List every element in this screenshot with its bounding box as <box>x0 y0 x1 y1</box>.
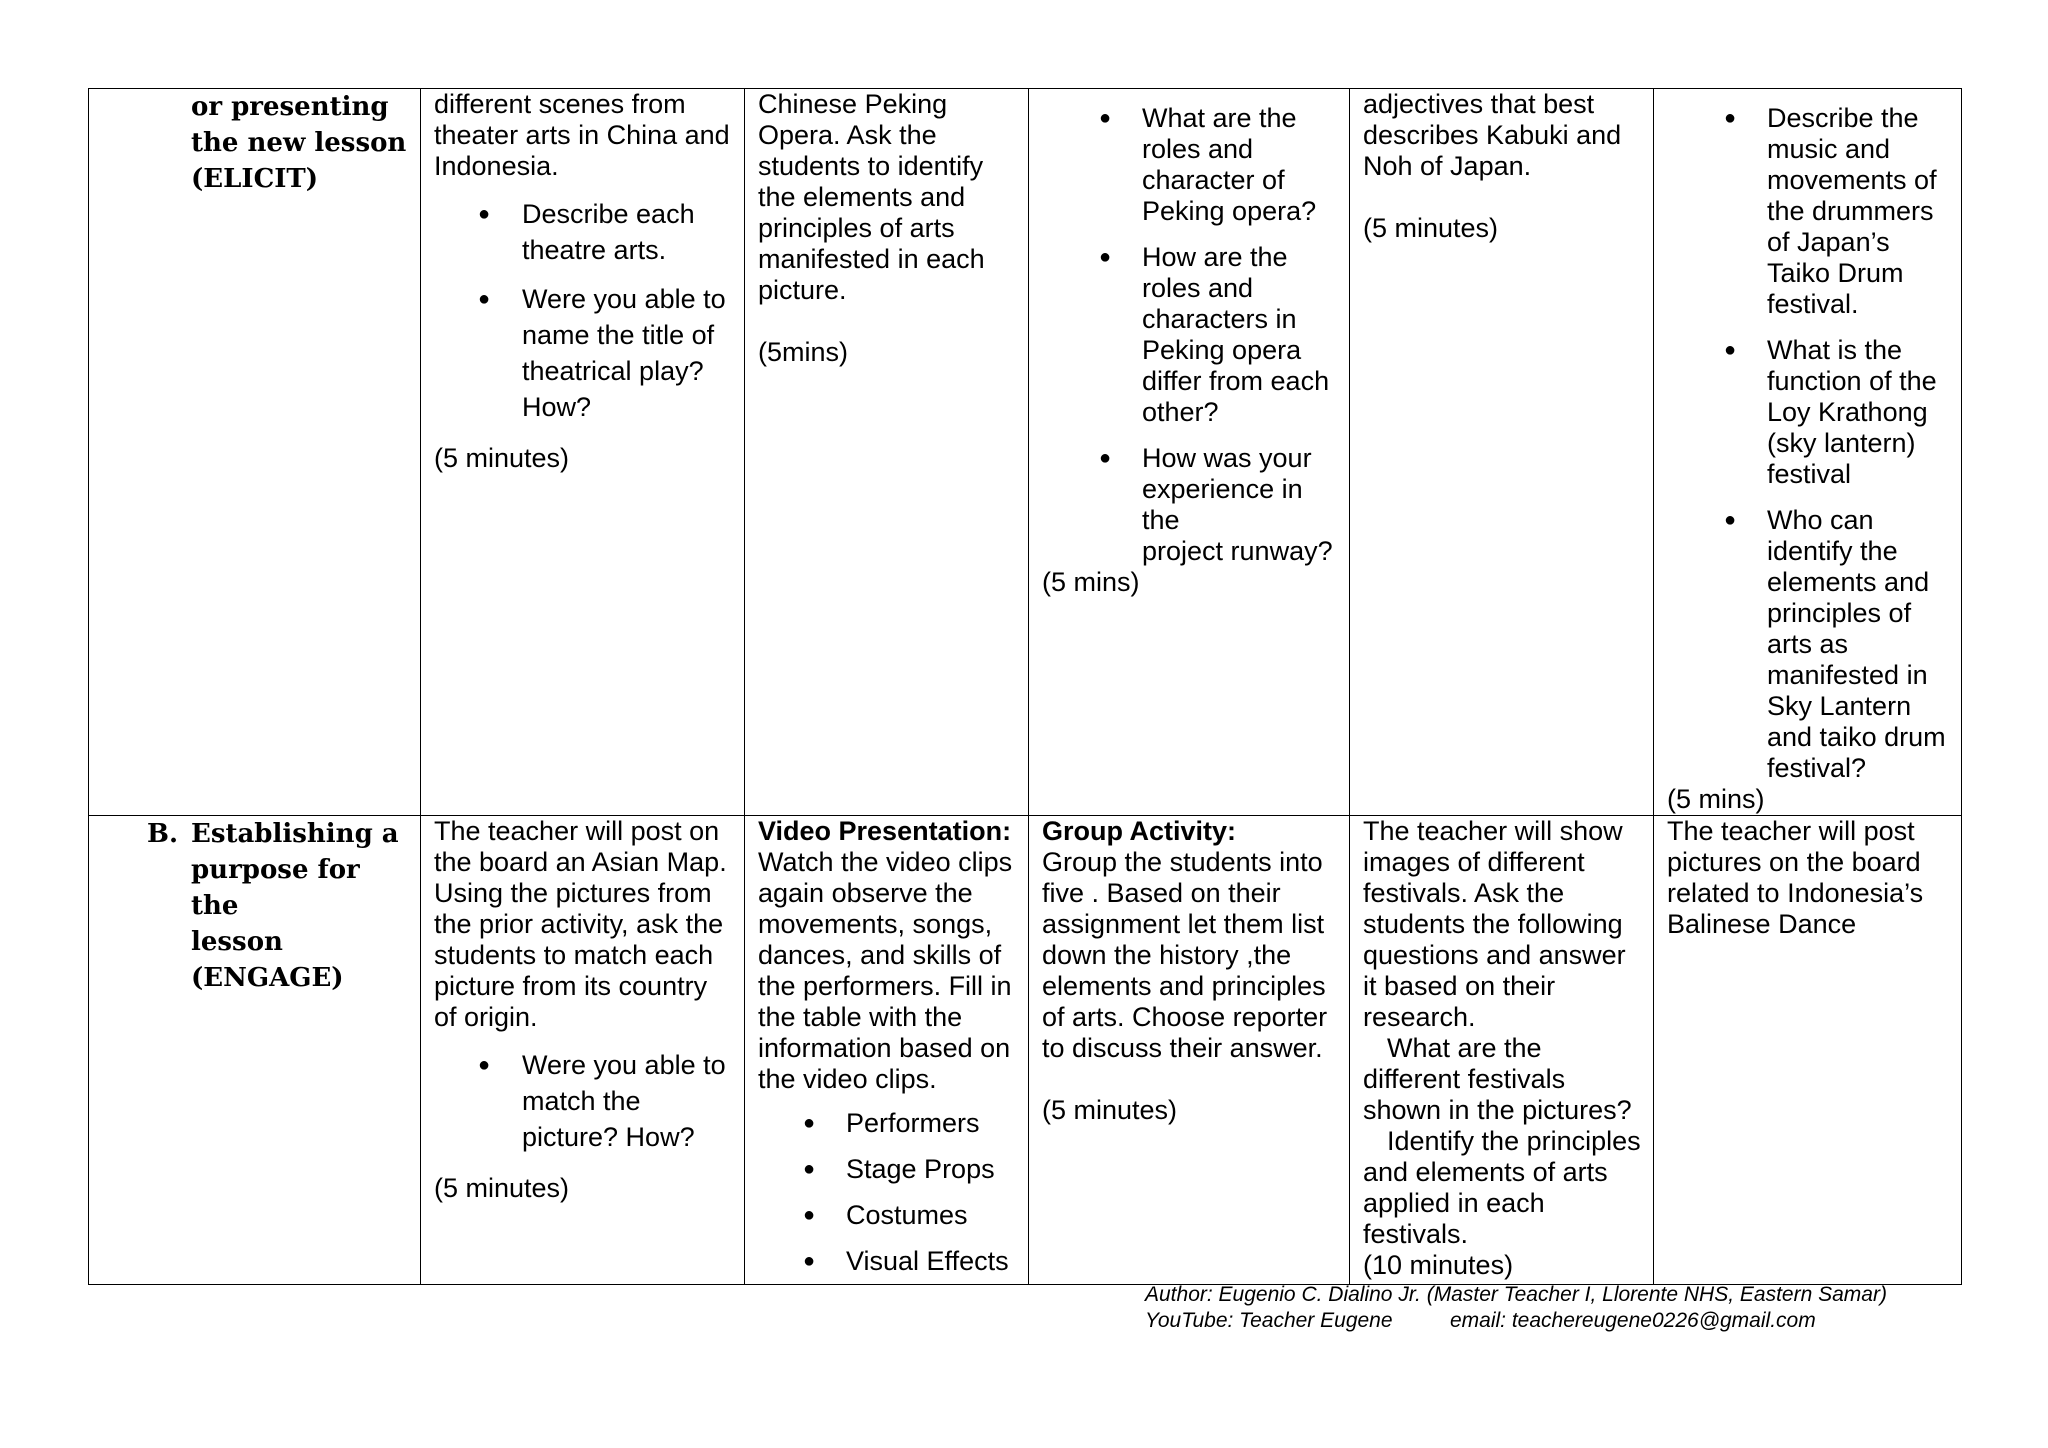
row-label-elicit: or presenting the new lesson (ELICIT) <box>191 92 407 194</box>
list-item: ● Performers <box>758 1105 1016 1141</box>
question-list <box>1667 103 1949 784</box>
email-address: email: teachereugene0226@gmail.com <box>1450 1309 1816 1332</box>
time-note: (5 minutes) <box>434 443 570 473</box>
activity-heading: Video Presentation: <box>758 816 1012 846</box>
day2-engage-cell <box>745 816 1029 1285</box>
time-note: (5 mins) <box>1042 567 1140 597</box>
row-letter: B. <box>147 819 179 849</box>
list-item: ● Were you able to match the picture? How? <box>434 1047 732 1155</box>
day4-elicit-cell <box>1350 89 1654 816</box>
question-text: Identify the principles and elements of arts applied in each festivals. <box>1363 1126 1641 1249</box>
contact-line <box>1145 1308 1887 1334</box>
page-footer <box>1145 1282 1887 1334</box>
youtube-channel: YouTube: Teacher Eugene <box>1145 1309 1393 1332</box>
author-credit: Author: Eugenio C. Dialino Jr. (Master Teacher I, Llorente NHS, Eastern Samar) <box>1145 1283 1887 1306</box>
time-note: (5 minutes) <box>1363 213 1499 243</box>
list-item: ● What is the function of the Loy Krathong (sky lantern) festival <box>1667 335 1949 490</box>
list-item: ● Who can identify the elements and principles of arts as manifested in Sky Lantern and taiko drum festival? <box>1667 505 1949 784</box>
question-list <box>434 1047 732 1155</box>
row-label-cell <box>89 89 421 816</box>
cell-text: Watch the video clips again observe the movements, songs, dances, and skills of the performers. Fill in the table with the information based on the video clips. <box>758 847 1013 1094</box>
list-item: ● What are the roles and character of Peking opera? <box>1042 103 1337 227</box>
day3-engage-cell <box>1029 816 1350 1285</box>
row-label-engage: B. Establishing a purpose for the lesson (ENGAGE) <box>89 816 408 996</box>
activity-heading: Group Activity: <box>1042 816 1237 846</box>
question-text: What are the different festivals shown in the pictures? <box>1363 1033 1632 1125</box>
day5-engage-cell <box>1654 816 1962 1285</box>
question-list <box>1042 103 1337 567</box>
cell-text: The teacher will show images of different festivals. Ask the students the following questions and answer it based on their research. <box>1363 816 1626 1032</box>
time-note: (5 minutes) <box>434 1173 570 1203</box>
list-item: ● How are the roles and characters in Peking opera differ from each other? <box>1042 242 1337 428</box>
table-row-engage <box>89 816 1962 1285</box>
cell-text: adjectives that best describes Kabuki and Noh of Japan. <box>1363 89 1622 181</box>
cell-text: The teacher will post pictures on the board related to Indonesia’s Balinese Dance <box>1667 816 1924 939</box>
time-note: (5mins) <box>758 337 849 367</box>
cell-text: The teacher will post on the board an Asian Map. Using the pictures from the prior activity, ask the students to match each picture from its country of origin. <box>434 816 727 1032</box>
list-item: ● Costumes <box>758 1197 1016 1233</box>
day3-elicit-cell <box>1029 89 1350 816</box>
list-item: ● Describe each theatre arts. <box>434 196 732 268</box>
row-label-cell <box>89 816 421 1285</box>
question-list <box>434 196 732 425</box>
day4-engage-cell <box>1350 816 1654 1285</box>
day1-engage-cell <box>421 816 745 1285</box>
list-item: ● Were you able to name the title of theatrical play? How? <box>434 281 732 425</box>
table-fields-list <box>758 1105 1016 1279</box>
time-note: (5 mins) <box>1667 784 1765 814</box>
list-item: ● Visual Effects <box>758 1243 1016 1279</box>
cell-text: Chinese Peking Opera. Ask the students to identify the elements and principles of arts manifested in each picture. <box>758 89 985 305</box>
cell-text: different scenes from theater arts in China and Indonesia. <box>434 89 730 181</box>
day2-elicit-cell <box>745 89 1029 816</box>
list-item: ● Stage Props <box>758 1151 1016 1187</box>
day1-elicit-cell <box>421 89 745 816</box>
list-item: ● How was your experience in the project runway? <box>1042 443 1337 567</box>
table-row-elicit <box>89 89 1962 816</box>
list-item: ● Describe the music and movements of the drummers of Japan’s Taiko Drum festival. <box>1667 103 1949 320</box>
time-note: (10 minutes) <box>1363 1250 1514 1280</box>
time-note: (5 minutes) <box>1042 1095 1178 1125</box>
day5-elicit-cell <box>1654 89 1962 816</box>
lesson-plan-table <box>88 88 1962 1285</box>
cell-text: Group the students into five . Based on their assignment let them list down the history ,the elements and principles of arts. Choose reporter to discuss their answer. <box>1042 847 1328 1063</box>
